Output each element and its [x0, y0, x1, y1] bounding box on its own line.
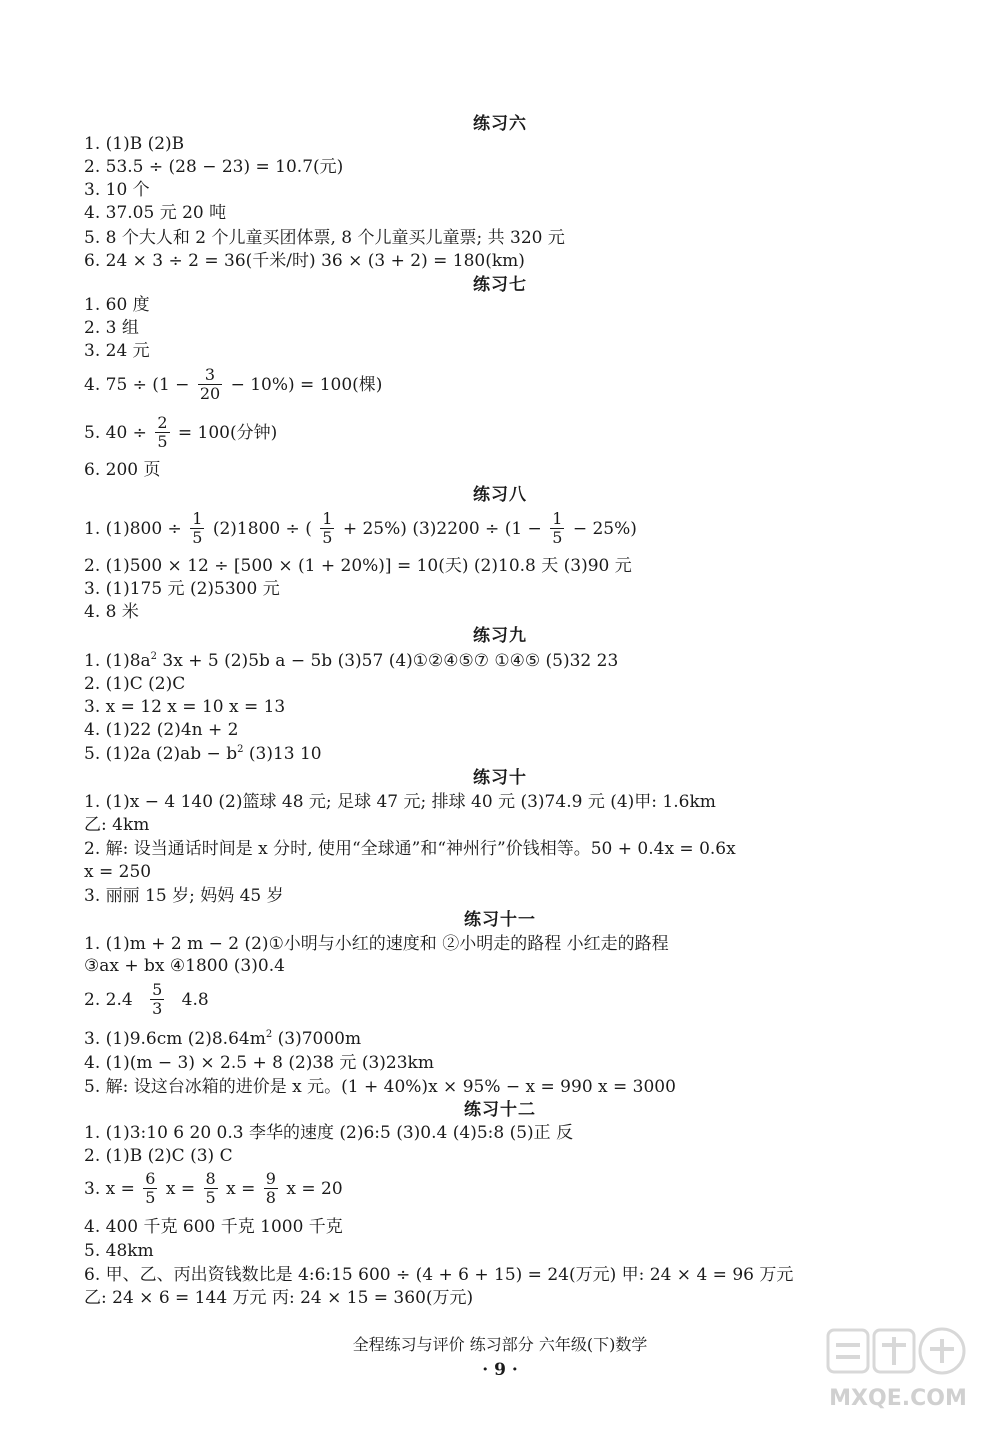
- s12-line-1: 1. (1)3:10 6 20 0.3 李华的速度 (2)6:5 (3)0.4 (4)5:8 (5)正 反: [84, 1123, 574, 1143]
- s7-line-5: [84, 410, 964, 456]
- denominator: 5: [157, 432, 168, 451]
- s9-line-1: [84, 650, 964, 672]
- s8-l1-text-c: + 25%) (3)2200 ÷ (1 −: [342, 519, 542, 539]
- numerator: 6: [145, 1169, 156, 1188]
- s11-line-5: 5. 解: 设这台冰箱的进价是 x 元。(1 + 40%)x × 95% − x = 990 x = 3000: [84, 1077, 676, 1097]
- superscript: 2: [150, 651, 158, 662]
- s8-l1-text-b: (2)1800 ÷ (: [212, 519, 312, 539]
- s10-line-1: 1. (1)x − 4 140 (2)篮球 48 元; 足球 47 元; 排球 40 元 (3)74.9 元 (4)甲: 1.6km: [84, 792, 716, 812]
- fraction: [190, 510, 204, 547]
- s8-line-1: [84, 506, 964, 552]
- denominator: 3: [152, 999, 163, 1018]
- section-title-7: 练习七: [473, 275, 527, 295]
- s6-line-2: 2. 53.5 ÷ (28 − 23) = 10.7(元): [84, 157, 344, 177]
- s7-l4-text-b: − 10%) = 100(棵): [230, 375, 383, 395]
- numerator: 1: [322, 509, 333, 528]
- section-title-10: 练习十: [473, 768, 527, 788]
- s9-line-5: [84, 743, 964, 765]
- fraction: [320, 510, 334, 547]
- numerator: 1: [552, 509, 563, 528]
- superscript: 2: [237, 744, 244, 755]
- fraction: [155, 414, 169, 451]
- denominator: 5: [322, 528, 333, 547]
- s11-l3-text-a: 3. (1)9.6cm (2)8.64m: [84, 1029, 266, 1049]
- s9-l1-text-b: 3x + 5 (2)5b a − 5b (3)57 (4)①②④⑤⑦ ①④⑤ (5)32 23: [157, 651, 619, 671]
- s8-line-2: 2. (1)500 × 12 ÷ [500 × (1 + 20%)] = 10(天) (2)10.8 天 (3)90 元: [84, 556, 632, 576]
- numerator: 5: [152, 980, 163, 999]
- superscript: 2: [265, 1029, 273, 1040]
- s6-line-1: 1. (1)B (2)B: [84, 134, 185, 154]
- numerator: 3: [198, 366, 222, 385]
- s6-line-6: 6. 24 × 3 ÷ 2 = 36(千米/时) 36 × (3 + 2) = 180(km): [84, 251, 525, 271]
- s9-line-2: 2. (1)C (2)C: [84, 674, 186, 694]
- section-title-8: 练习八: [473, 485, 527, 505]
- s12-line-6: 6. 甲、乙、丙出资钱数比是 4:6:15 600 ÷ (4 + 6 + 15) = 24(万元) 甲: 24 × 4 = 96 万元: [84, 1265, 794, 1285]
- s7-line-4: [84, 362, 964, 408]
- s12-line-7: 乙: 24 × 6 = 144 万元 丙: 24 × 15 = 360(万元): [84, 1288, 474, 1308]
- s7-l4-text-a: 4. 75 ÷ (1 −: [84, 375, 190, 395]
- s7-line-3: 3. 24 元: [84, 341, 150, 361]
- s12-line-5: 5. 48km: [84, 1241, 154, 1261]
- s11-l2-text-a: 2. 2.4: [84, 990, 133, 1010]
- s8-l1-text-e: − 25%): [572, 519, 637, 539]
- s10-line-3: 2. 解: 设当通话时间是 x 分时, 使用“全球通”和“神州行”价钱相等。50 + 0.4x = 0.6x: [84, 839, 736, 859]
- s10-line-2: 乙: 4km: [84, 815, 150, 835]
- s11-line-3: [84, 1028, 964, 1050]
- s12-l3-text-e: x = 20: [286, 1179, 343, 1199]
- s6-line-4: 4. 37.05 元 20 吨: [84, 203, 227, 223]
- s12-l3-text-a: 3. x =: [84, 1179, 135, 1199]
- s6-line-3: 3. 10 个: [84, 180, 150, 200]
- s7-l5-text-b: = 100(分钟): [177, 423, 278, 443]
- section-title-11: 练习十一: [464, 910, 536, 930]
- numerator: 2: [157, 413, 168, 432]
- numerator: 9: [265, 1169, 276, 1188]
- fraction: [204, 1170, 218, 1207]
- s10-line-4: x = 250: [84, 862, 152, 882]
- section-title-12: 练习十二: [464, 1100, 536, 1120]
- page-footer: 全程练习与评价 练习部分 六年级(下)数学: [352, 1335, 648, 1354]
- s9-line-3: 3. x = 12 x = 10 x = 13: [84, 697, 286, 717]
- s9-line-4: 4. (1)22 (2)4n + 2: [84, 720, 239, 740]
- page-number: · 9 ·: [482, 1360, 518, 1380]
- s7-line-6: 6. 200 页: [84, 460, 161, 480]
- denominator: 8: [265, 1188, 276, 1207]
- denominator: 5: [192, 528, 203, 547]
- s11-l3-text-b: (3)7000m: [272, 1029, 362, 1049]
- numerator: 8: [205, 1169, 216, 1188]
- s10-line-5: 3. 丽丽 15 岁; 妈妈 45 岁: [84, 886, 284, 906]
- denominator: 5: [205, 1188, 216, 1207]
- fraction: [143, 1170, 157, 1207]
- s8-line-3: 3. (1)175 元 (2)5300 元: [84, 579, 280, 599]
- s11-line-1b: ③ax + bx ④1800 (3)0.4: [84, 956, 285, 976]
- numerator: 1: [192, 509, 203, 528]
- s7-l5-text-a: 5. 40 ÷: [84, 423, 147, 443]
- s11-line-2: [84, 977, 964, 1023]
- s9-l5-text-b: (3)13 10: [243, 744, 322, 764]
- s9-l5-text-a: 5. (1)2a (2)ab − b: [84, 744, 238, 764]
- watermark-site: MXQE.COM: [829, 1386, 967, 1411]
- s6-line-5: 5. 8 个大人和 2 个儿童买团体票, 8 个儿童买儿童票; 共 320 元: [84, 228, 565, 248]
- section-title-6: 练习六: [473, 114, 527, 134]
- section-title-9: 练习九: [473, 626, 527, 646]
- s8-line-4: 4. 8 米: [84, 602, 139, 622]
- s11-line-4: 4. (1)(m − 3) × 2.5 + 8 (2)38 元 (3)23km: [84, 1053, 434, 1073]
- s12-line-2: 2. (1)B (2)C (3) C: [84, 1146, 233, 1166]
- s12-line-3: [84, 1166, 964, 1212]
- fraction: [264, 1170, 278, 1207]
- denominator: 20: [199, 384, 221, 403]
- denominator: 5: [552, 528, 563, 547]
- s11-l2-text-b: 4.8: [181, 990, 209, 1010]
- s9-l1-text-a: 1. (1)8a: [84, 651, 151, 671]
- s12-l3-text-c: x =: [226, 1179, 256, 1199]
- answer-watermark-icon: [808, 1325, 978, 1420]
- s7-line-2: 2. 3 组: [84, 318, 139, 338]
- s7-line-1: 1. 60 度: [84, 295, 150, 315]
- denominator: 5: [145, 1188, 156, 1207]
- fraction: [150, 981, 164, 1018]
- fraction: [550, 510, 564, 547]
- fraction: [198, 366, 222, 403]
- s8-l1-text-a: 1. (1)800 ÷: [84, 519, 182, 539]
- s11-line-1: 1. (1)m + 2 m − 2 (2)①小明与小红的速度和 ②小明走的路程 小红走的路程: [84, 934, 669, 954]
- s12-line-4: 4. 400 千克 600 千克 1000 千克: [84, 1217, 343, 1237]
- s12-l3-text-b: x =: [165, 1179, 196, 1199]
